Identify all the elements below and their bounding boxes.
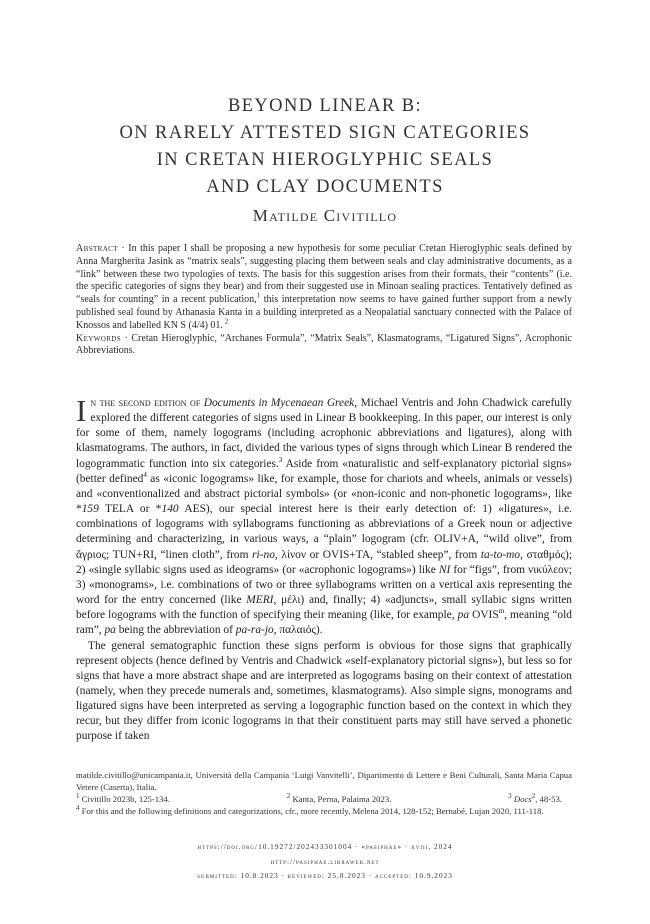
keywords-label: Keywords [76, 332, 122, 344]
footnote-3 [508, 793, 562, 805]
footnote-number: 2 [286, 792, 291, 801]
footnote-superscript: 2 [531, 792, 536, 801]
p1-text: n the second edition of [90, 397, 204, 409]
p1-text: for “figs”, from νικύλεον; 3) «monograms», i.e. combinations of two or three syllabograms written on a vertical axis representing the word for the entry concerned (like [76, 563, 572, 607]
p1-book-title: Documents in Mycenaean Greek [203, 397, 355, 409]
p1-text: OVIS [469, 609, 499, 622]
footnote-4 [76, 805, 572, 817]
p1-italic: ri-no [252, 548, 275, 561]
footnote-row [76, 793, 572, 805]
p1-italic: pa-ra-jo [235, 624, 274, 637]
p1-text: as «iconic logograms» like, for example, those for chariots and wheels, animals or vessels) and «conventionalized and abstract pictorial symbols» (or «non-iconic and non-phonetic logograms», like * [76, 472, 572, 516]
paragraph-1 [76, 393, 573, 639]
p1-text: being the abbreviation of [115, 624, 236, 637]
footnote-number: 1 [76, 792, 80, 801]
paragraph-2: The general sematographic function these signs perform is obvious for those signs that graphically represent objects (hence defined by Ventris and Chadwick «self-explanatory pictorial signs»), but less so for signs that have a more abstract shape and are interpreted as logograms basing on their context of attestation (namely, when they precede numerals and, sometimes, klasmatograms). Also simple signs, monograms and ligatured signs have been interpreted as serving a logographic function based on the context in which they recur, but they differ from iconic logograms in that their constituent parts may still have served a phonetic purpose if taken [76, 639, 572, 743]
footnote-ref-3[interactable]: 3 [278, 455, 283, 464]
publication-info [60, 840, 590, 884]
footnote-text: , 48-53. [535, 794, 562, 804]
keywords-separator: · [121, 332, 132, 344]
p1-italic: NI [438, 563, 451, 576]
abstract-separator: · [117, 243, 129, 254]
author-name: Matilde Civitillo [252, 206, 398, 225]
footnote-text: Civitillo 2023b, 125-134. [81, 794, 170, 804]
article-title [60, 93, 590, 201]
drop-cap: I [76, 393, 87, 428]
p1-italic: pa [457, 609, 470, 622]
p1-superscript: m [498, 607, 505, 616]
title-line-1: BEYOND LINEAR B: [227, 96, 423, 116]
abstract-block [76, 243, 572, 358]
contact-text: matilde.civitillo@unicampania.it, Università della Campania ‘Luigi Vanvitelli’, Dipartimento di Lettere e Beni Culturali, Santa Maria Capua Vetere (Caserta), Italia. [76, 770, 572, 792]
keywords-text: Cretan Hieroglyphic, “Archanes Formula”, “Matrix Seals”, Klasmatograms, “Ligatured Signs”, Acrophonic Abbreviations. [76, 332, 572, 357]
footnote-text: Kanta, Perna, Palaima 2023. [292, 794, 392, 804]
footnotes [76, 769, 572, 817]
abstract-footnote-2[interactable]: 2 [222, 317, 229, 326]
title-line-4: AND CLAY DOCUMENTS [206, 177, 444, 197]
doi-line[interactable]: https://doi.org/10.19272/202433301004 · «pasiphae» · xviii, 2024 [197, 842, 453, 851]
p1-text: , Michael Ventris and John Chadwick carefully explored the different categories of signs used in Linear B bookkeeping. In this paper, our interest is only for some of them, namely logograms (including acrophonic abbreviations and ligatures), along with klasmatograms. The authors, in fact, divided the various types of signs through which Linear B rendered the logogrammatic function into six categories. [76, 397, 573, 470]
author-contact [76, 769, 572, 793]
p1-text: , λίνον or OVIS+TA, “stabled sheep”, from [274, 548, 481, 561]
body-text [76, 393, 573, 745]
footnote-text: Docs [513, 794, 532, 804]
title-line-3: IN CRETAN HIEROGLYPHIC SEALS [156, 150, 494, 170]
p1-text: , παλαιός). [273, 624, 323, 637]
p1-text: Aside from «naturalistic and self-explanatory pictorial signs» (better defined [76, 457, 572, 485]
p1-text: , meaning “old ram”, [76, 609, 572, 637]
p1-italic: 159 [81, 503, 99, 516]
footnote-1 [76, 793, 170, 805]
dates-line: submitted: 10.8.2023 · reviewed: 25.8.2023 · accepted: 10.9.2023 [197, 871, 453, 880]
p1-text: , μέλι) and, finally; 4) «adjuncts», small syllabic signs written before logograms with the function of specifying their meaning (like, for example, [76, 594, 572, 622]
footnote-number: 4 [76, 804, 80, 813]
p1-italic: pa [104, 624, 116, 637]
p1-italic: 140 [161, 503, 179, 516]
abstract-text-a: In this paper I shall be proposing a new hypothesis for some peculiar Cretan Hieroglyphic seals defined by Anna Margherita Jasink as “matrix seals”, suggesting placing them between seals and clay administrative documents, as a “link” between these two typologies of texts. The basis for this suggestion arises from their formats, their “contents” (i.e. the specific categories of signs they bear) and from their suggested use in Minoan sealing practices. Tentatively defined as “seals for counting” in a recent publication, [76, 243, 572, 306]
abstract-label: Abstract [76, 243, 118, 254]
journal-url[interactable]: http://pasiphae.libraweb.net [270, 856, 380, 866]
footnote-text: For this and the following definitions and categorizations, cfr., more recently, Melena 2014, 128-152; Bernabé, Lujan 2020, 111-118. [81, 806, 544, 816]
p1-text: , σταθμός); 2) «single syllabic signs used as ideograms» (or «acrophonic logograms») like [76, 548, 572, 576]
p1-text: AES), our special interest here is their early detection of: 1) «ligatures», i.e. combinations of logograms with syllabograms functioning as abbreviations of a Greek noun or adjective determining and characterizing, in various ways, a “plain” logogram (cfr. OLIV+A, “wild olive”, from ἄγριος; TUN+RI, “linen cloth”, from [76, 503, 572, 561]
p1-text: TELA or * [98, 503, 162, 516]
footnote-ref-4[interactable]: 4 [143, 470, 147, 479]
p1-italic: MERI [246, 594, 274, 607]
p1-italic: ta-to-mo [480, 548, 521, 561]
abstract-text-b: this interpretation now seems to have gained further support from a newly published seal found by Athanasia Kanta in a building interpreted as a Neopalatial sanctuary connected with the Palace of Knossos and labelled KN S (4/4) 01. [76, 294, 573, 331]
footnote-2 [287, 793, 392, 805]
title-line-2: ON RARELY ATTESTED SIGN CATEGORIES [119, 123, 531, 143]
abstract-footnote-1[interactable]: 1 [256, 291, 261, 300]
footnote-number: 3 [508, 792, 512, 801]
